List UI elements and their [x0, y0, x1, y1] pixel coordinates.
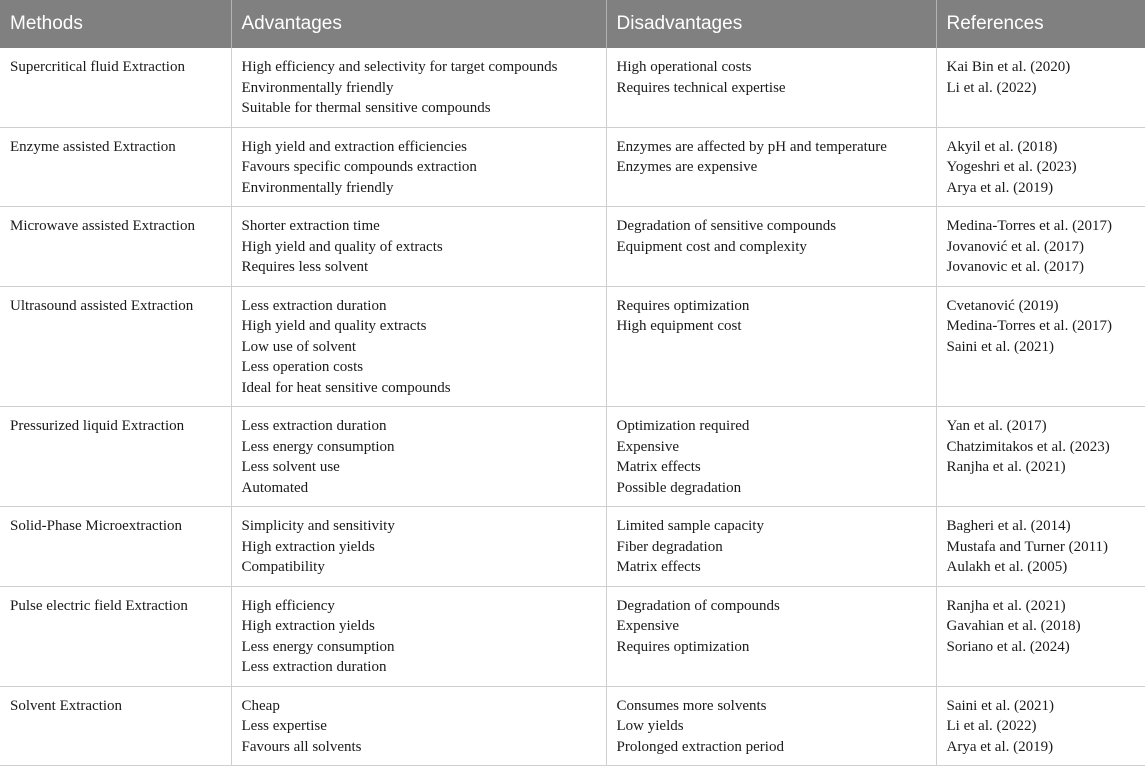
disadvantages-cell [606, 127, 936, 207]
advantage-item: High extraction yields [241, 618, 375, 634]
advantage-item: Favours all solvents [241, 738, 362, 755]
disadvantages-cell [606, 586, 936, 686]
advantage-item: Automated [241, 479, 309, 496]
method-cell: Supercritical fluid Extraction [0, 48, 231, 127]
references-cell [936, 286, 1145, 407]
reference-item: Bagheri et al. (2014) [946, 518, 1071, 534]
disadvantages-cell [606, 507, 936, 587]
disadvantage-item: Optimization required [616, 418, 750, 434]
advantages-cell [231, 48, 606, 127]
method-cell: Microwave assisted Extraction [0, 207, 231, 287]
disadvantage-item: Consumes more solvents [616, 697, 767, 714]
table-row [0, 207, 1145, 287]
advantage-item: Ideal for heat sensitive compounds [241, 379, 451, 396]
disadvantage-item: Matrix effects [616, 459, 701, 475]
reference-item: Li et al. (2022) [946, 718, 1037, 734]
reference-item: Arya et al. (2019) [946, 738, 1054, 755]
advantages-cell [231, 686, 606, 766]
disadvantages-cell [606, 207, 936, 287]
table-row [0, 586, 1145, 686]
reference-item: Ranjha et al. (2021) [946, 459, 1066, 475]
disadvantage-item: Expensive [616, 438, 679, 455]
reference-item: Jovanovic et al. (2017) [946, 259, 1084, 275]
advantage-item: High efficiency and selectivity for target compounds [241, 59, 558, 75]
disadvantage-item: High equipment cost [616, 318, 742, 334]
table-header [0, 0, 1145, 48]
advantage-item: Less energy consumption [241, 438, 395, 455]
advantage-item: Compatibility [241, 559, 325, 575]
advantage-item: Less operation costs [241, 359, 364, 375]
header-methods: Methods [0, 0, 231, 48]
reference-item: Cvetanović (2019) [946, 297, 1059, 314]
references-cell [936, 407, 1145, 507]
disadvantage-item: Requires optimization [616, 638, 750, 655]
advantage-item: Shorter extraction time [241, 218, 380, 234]
disadvantage-item: High operational costs [616, 59, 752, 75]
table-row [0, 407, 1145, 507]
table-body [0, 48, 1145, 766]
table-row [0, 286, 1145, 407]
advantages-cell [231, 507, 606, 587]
reference-item: Medina-Torres et al. (2017) [946, 218, 1113, 234]
reference-item: Ranjha et al. (2021) [946, 597, 1066, 614]
advantage-item: Less extraction duration [241, 297, 387, 314]
advantage-item: Requires less solvent [241, 259, 369, 275]
reference-item: Arya et al. (2019) [946, 179, 1054, 196]
advantage-item: Less extraction duration [241, 659, 387, 675]
disadvantage-item: Possible degradation [616, 479, 742, 496]
reference-item: Saini et al. (2021) [946, 697, 1054, 714]
advantage-item: Favours specific compounds extraction [241, 159, 477, 175]
references-cell [936, 48, 1145, 127]
reference-item: Kai Bin et al. (2020) [946, 59, 1071, 75]
method-cell: Pressurized liquid Extraction [0, 407, 231, 507]
references-cell [936, 207, 1145, 287]
header-disadvantages: Disadvantages [606, 0, 936, 48]
disadvantage-item: Low yields [616, 718, 684, 734]
advantages-cell [231, 207, 606, 287]
reference-item: Soriano et al. (2024) [946, 638, 1070, 655]
advantage-item: High yield and quality of extracts [241, 238, 443, 255]
disadvantage-item: Fiber degradation [616, 538, 723, 555]
references-cell [936, 127, 1145, 207]
disadvantage-item: Limited sample capacity [616, 518, 764, 534]
method-cell: Enzyme assisted Extraction [0, 127, 231, 207]
reference-item: Li et al. (2022) [946, 79, 1037, 96]
references-cell [936, 686, 1145, 766]
disadvantage-item: Matrix effects [616, 559, 701, 575]
advantage-item: Low use of solvent [241, 338, 357, 355]
method-cell: Ultrasound assisted Extraction [0, 286, 231, 407]
table-row [0, 127, 1145, 207]
advantage-item: Environmentally friendly [241, 79, 394, 96]
advantage-item: Less energy consumption [241, 638, 395, 655]
reference-item: Saini et al. (2021) [946, 338, 1054, 355]
advantage-item: High yield and quality extracts [241, 318, 427, 334]
advantages-cell [231, 127, 606, 207]
advantage-item: Less extraction duration [241, 418, 387, 434]
advantage-item: High efficiency [241, 597, 335, 614]
advantage-item: Suitable for thermal sensitive compounds [241, 100, 491, 116]
reference-item: Medina-Torres et al. (2017) [946, 318, 1113, 334]
advantage-item: High extraction yields [241, 538, 375, 555]
disadvantage-item: Expensive [616, 618, 679, 634]
reference-item: Jovanović et al. (2017) [946, 238, 1084, 255]
table-row [0, 507, 1145, 587]
references-cell [936, 586, 1145, 686]
method-cell: Solvent Extraction [0, 686, 231, 766]
table-row [0, 686, 1145, 766]
disadvantage-item: Prolonged extraction period [616, 738, 784, 755]
method-cell: Pulse electric field Extraction [0, 586, 231, 686]
table-row [0, 48, 1145, 127]
disadvantage-item: Degradation of sensitive compounds [616, 218, 837, 234]
disadvantages-cell [606, 286, 936, 407]
method-cell: Solid-Phase Microextraction [0, 507, 231, 587]
reference-item: Yan et al. (2017) [946, 418, 1047, 434]
reference-item: Mustafa and Turner (2011) [946, 538, 1109, 555]
disadvantage-item: Requires technical expertise [616, 79, 786, 96]
header-row [0, 0, 1145, 48]
advantages-cell [231, 286, 606, 407]
disadvantages-cell [606, 48, 936, 127]
advantage-item: Simplicity and sensitivity [241, 518, 395, 534]
reference-item: Aulakh et al. (2005) [946, 559, 1068, 575]
header-references: References [936, 0, 1145, 48]
advantage-item: Environmentally friendly [241, 179, 394, 196]
reference-item: Chatzimitakos et al. (2023) [946, 438, 1110, 455]
disadvantage-item: Equipment cost and complexity [616, 238, 807, 255]
advantages-cell [231, 407, 606, 507]
advantage-item: Less solvent use [241, 459, 340, 475]
disadvantage-item: Degradation of compounds [616, 597, 780, 614]
disadvantage-item: Requires optimization [616, 297, 750, 314]
references-cell [936, 507, 1145, 587]
advantage-item: Cheap [241, 697, 280, 714]
disadvantages-cell [606, 407, 936, 507]
reference-item: Gavahian et al. (2018) [946, 618, 1081, 634]
disadvantages-cell [606, 686, 936, 766]
disadvantage-item: Enzymes are affected by pH and temperature [616, 138, 887, 155]
disadvantage-item: Enzymes are expensive [616, 159, 758, 175]
advantage-item: Less expertise [241, 718, 327, 734]
header-advantages: Advantages [231, 0, 606, 48]
reference-item: Yogeshri et al. (2023) [946, 159, 1077, 175]
advantage-item: High yield and extraction efficiencies [241, 138, 467, 155]
advantages-cell [231, 586, 606, 686]
reference-item: Akyil et al. (2018) [946, 138, 1058, 155]
